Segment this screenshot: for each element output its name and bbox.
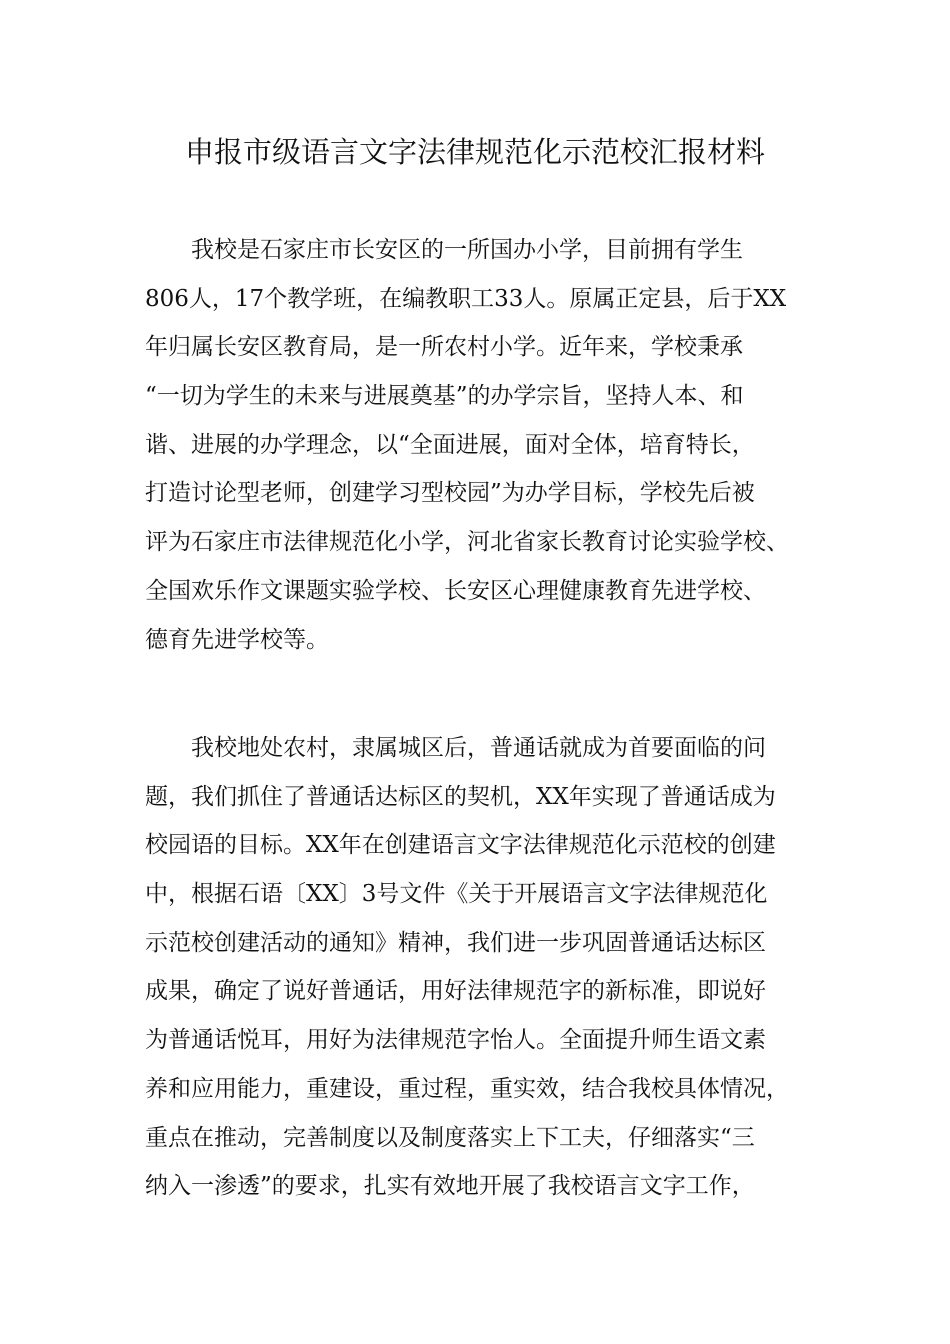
paragraph-line: 我校是石家庄市长安区的一所国办小学，目前拥有学生 (191, 237, 743, 263)
paragraph-line: 我校地处农村，隶属城区后，普通话就成为首要面临的问 (191, 735, 766, 761)
paragraph-line: 为普通话悦耳，用好为法律规范字怡人。全面提升师生语文素 (145, 1027, 766, 1054)
paragraph-line: “一切为学生的未来与进展奠基”的办学宗旨，坚持人本、和 (145, 383, 744, 410)
paragraph-line: 成果，确定了说好普通话，用好法律规范字的新标准，即说好 (145, 978, 766, 1005)
paragraph-1 (145, 226, 835, 664)
paragraph-line: 评为石家庄市法律规范化小学，河北省家长教育讨论实验学校、 (145, 529, 789, 556)
paragraph-line: 重点在推动，完善制度以及制度落实上下工夫，仔细落实“三 (145, 1124, 755, 1151)
paragraph-line: 养和应用能力，重建设，重过程，重实效，结合我校具体情况， (145, 1075, 789, 1102)
paragraph-line: 打造讨论型老师，创建学习型校园”为办学目标，学校先后被 (145, 480, 755, 507)
paragraph-line: 中，根据石语〔XX〕3号文件《关于开展语言文字法律规范化 (145, 881, 768, 908)
paragraph-line: 题，我们抓住了普通话达标区的契机，XX年实现了普通话成为 (145, 783, 776, 810)
paragraph-line: 806人，17个教学班，在编教职工33人。原属正定县，后于XX (145, 285, 787, 312)
paragraph-line: 纳入一渗透”的要求，扎实有效地开展了我校语言文字工作， (145, 1173, 755, 1200)
document-title: 申报市级语言文字法律规范化示范校汇报材料 (184, 135, 765, 169)
paragraph-line: 示范校创建活动的通知》精神，我们进一步巩固普通话达标区 (145, 929, 766, 956)
paragraph-line: 全国欢乐作文课题实验学校、长安区心理健康教育先进学校、 (145, 577, 766, 604)
paragraph-line: 德育先进学校等。 (145, 626, 329, 653)
paragraph-2 (145, 724, 835, 1211)
paragraph-line: 谐、进展的办学理念，以“全面进展，面对全体，培育特长， (145, 431, 755, 458)
paragraph-line: 校园语的目标。XX年在创建语言文字法律规范化示范校的创建 (145, 832, 776, 859)
paragraph-line: 年归属长安区教育局，是一所农村小学。近年来，学校秉承 (145, 334, 743, 361)
